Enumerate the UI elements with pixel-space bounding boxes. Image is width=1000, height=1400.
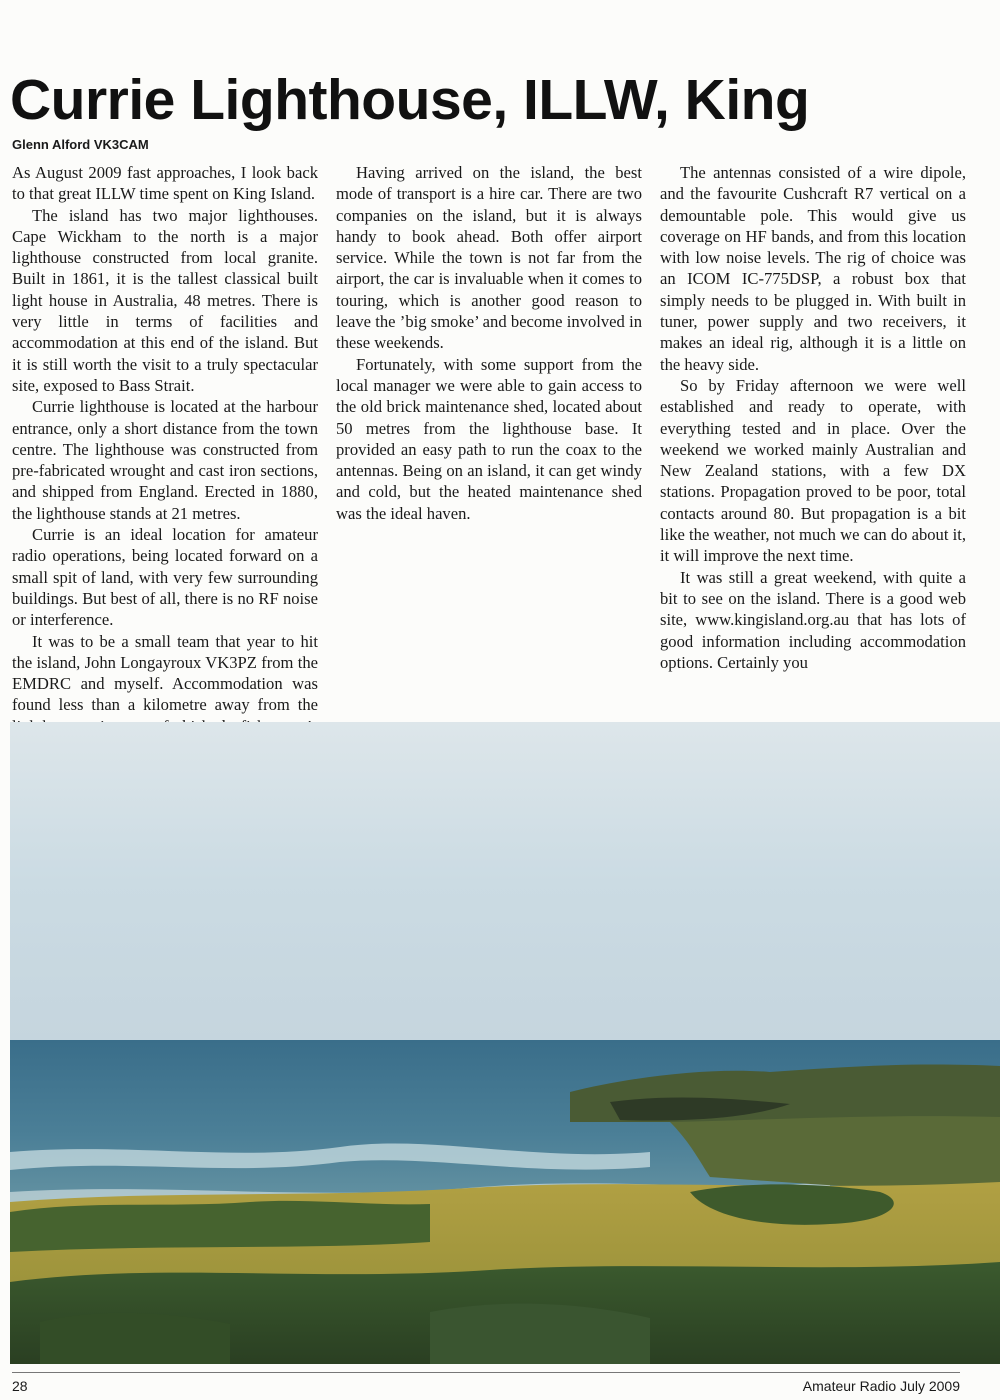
page-number: 28: [12, 1378, 28, 1394]
column-1: [12, 162, 318, 718]
article-byline: Glenn Alford VK3CAM: [12, 137, 149, 152]
paragraph: Currie lighthouse is located at the harbour entrance, only a short distance from the town centre. The lighthouse was constructed from pre-fabricated wrought and cast iron sections, and shipped from England. Erected in 1880, the lighthouse stands at 21 metres.: [12, 397, 318, 523]
paragraph: It was to be a small team that year to hit the island, John Longayroux VK3PZ from the EMDRC and myself. Accommodation was found less than a kilometre away from the: [12, 631, 318, 715]
article-body: [12, 162, 966, 718]
paragraph: The antennas consisted of a wire dipole, and the favourite Cushcraft R7 vertical on a demountable pole. This would give us coverage on HF bands, and from this location with low noise levels. The rig of choice was an ICOM IC-775DSP, a robust box that simply needs to be plugged in. With built in tuner, power supply and two receivers, it makes an ideal rig, although it is a little on the heavy side.: [660, 163, 966, 374]
footer-rule: [12, 1372, 960, 1373]
publication-info: Amateur Radio July 2009: [802, 1378, 960, 1394]
paragraph: The island has two major lighthouses. Cape Wickham to the north is a major lighthouse constructed from local granite. Built in 1861, it is the tallest classical built light house in Australia, 48 metres. There is very little in terms of facilities and accommodation at this end of the island. But it is still worth the visit to a truly spectacular site, exposed to Bass Strait.: [12, 205, 318, 395]
coastline-photo: [10, 722, 1000, 1364]
scrub-band-1: [10, 1201, 430, 1252]
sky: [10, 722, 1000, 1042]
paragraph: It was still a great weekend, with quite a bit to see on the island. There is a good web site, www.kingisland.org.au that has lots of good information including accommodation options. Certainly you: [660, 567, 966, 672]
paragraph: Currie is an ideal location for amateur radio operations, being located forward on a small spit of land, with very few surrounding buildings. But best of all, there is no RF noise or interference.: [12, 525, 318, 630]
article-title: Currie Lighthouse, ILLW, King: [10, 68, 810, 132]
scrub-clump: [40, 1313, 230, 1364]
paragraph: Fortunately, with some support from the local manager we were able to gain access to the old brick maintenance shed, located about 50 metres from the lighthouse base. It provided an easy path to run the coax to the antennas. Being on an island, it can get windy and cold, but the heated maintenance shed was the ideal haven.: [336, 354, 642, 523]
paragraph: Having arrived on the island, the best mode of transport is a hire car. There are two companies on the island, but it is always handy to book ahead. Both offer airport service. While the town is not far from the airport, the car is invaluable when it comes to touring, which is another good reason to leave the ’big smoke’ and become involved in these weekends.: [336, 163, 642, 353]
paragraph: So by Friday afternoon we were well established and ready to operate, with everything tested and in place. Over the weekend we worked mainly Australian and New Zealand stations, with a few DX stations. Propagation proved to be poor, total contacts around 80. But propagation is a bit like the weather, not much we can do about it, it will improve the next time.: [660, 375, 966, 566]
paragraph: As August 2009 fast approaches, I look back to that great ILLW time spent on King Island.: [12, 163, 318, 204]
column-3: [660, 162, 966, 718]
scrub-clump: [430, 1304, 650, 1364]
column-2: [336, 162, 642, 718]
